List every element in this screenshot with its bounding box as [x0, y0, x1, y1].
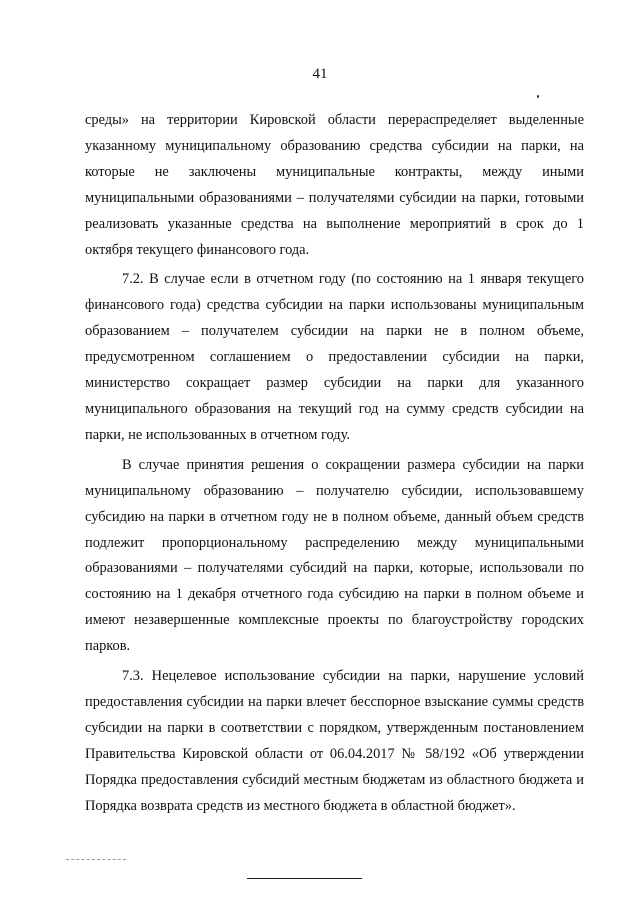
paragraph-7-3: 7.3. Нецелевое использование субсидии на парки, нарушение условий предоставления субсидии на парки влечет бесспорное взыскание суммы средств субсидии на парки в соответствии с порядком, утвержденным постановлением Правительства Кировской области от 06.04.2017 № 58/192 «Об утверждении Порядка предоставления субсидий местным бюджетам из областного бюджета и Порядка возврата средств из местного бюджета в областной бюджет».	[85, 668, 584, 814]
paragraph-7-2: 7.2. В случае если в отчетном году (по состоянию на 1 января текущего финансового года) средства субсидии на парки использованы муниципальным образованием – получателем субсидии на парки не в полном объеме, предусмотренном соглашением о предоставлении субсидии на парки, министерство сокращает размер субсидии на парки для указанного муниципального образования на текущий год на сумму средств субсидии на парки, не использованных в отчетном году.	[85, 271, 584, 443]
page-number: 41	[312, 66, 328, 82]
paragraph-continuation: среды» на территории Кировской области перераспределяет выделенные указанному муниципальному образованию средства субсидии на парки, на которые не заключены муниципальные контракты, между иными муниципальными образованиями – получателями субсидии на парки, готовыми реализовать указанные средства на выполнение мероприятий в срок до 1 октября текущего финансового года.	[85, 112, 584, 258]
margin-mark	[66, 859, 126, 860]
paragraph-reduction-decision: В случае принятия решения о сокращении размера субсидии на парки муниципальному образованию – получателю субсидии, использовавшему субсидию на парки в отчетном году не в полном объеме, данный объем средств подлежит пропорциональному распределению между муниципальными образованиями – получателями субсидий на парки, которые, использовали по состоянию на 1 декабря отчетного года субсидию на парки в полном объеме и имеют незавершенные комплексные проекты по благоустройству городских парков.	[85, 456, 584, 655]
footer-rule	[247, 878, 362, 879]
document-body	[85, 108, 584, 819]
scan-speck	[537, 95, 539, 98]
